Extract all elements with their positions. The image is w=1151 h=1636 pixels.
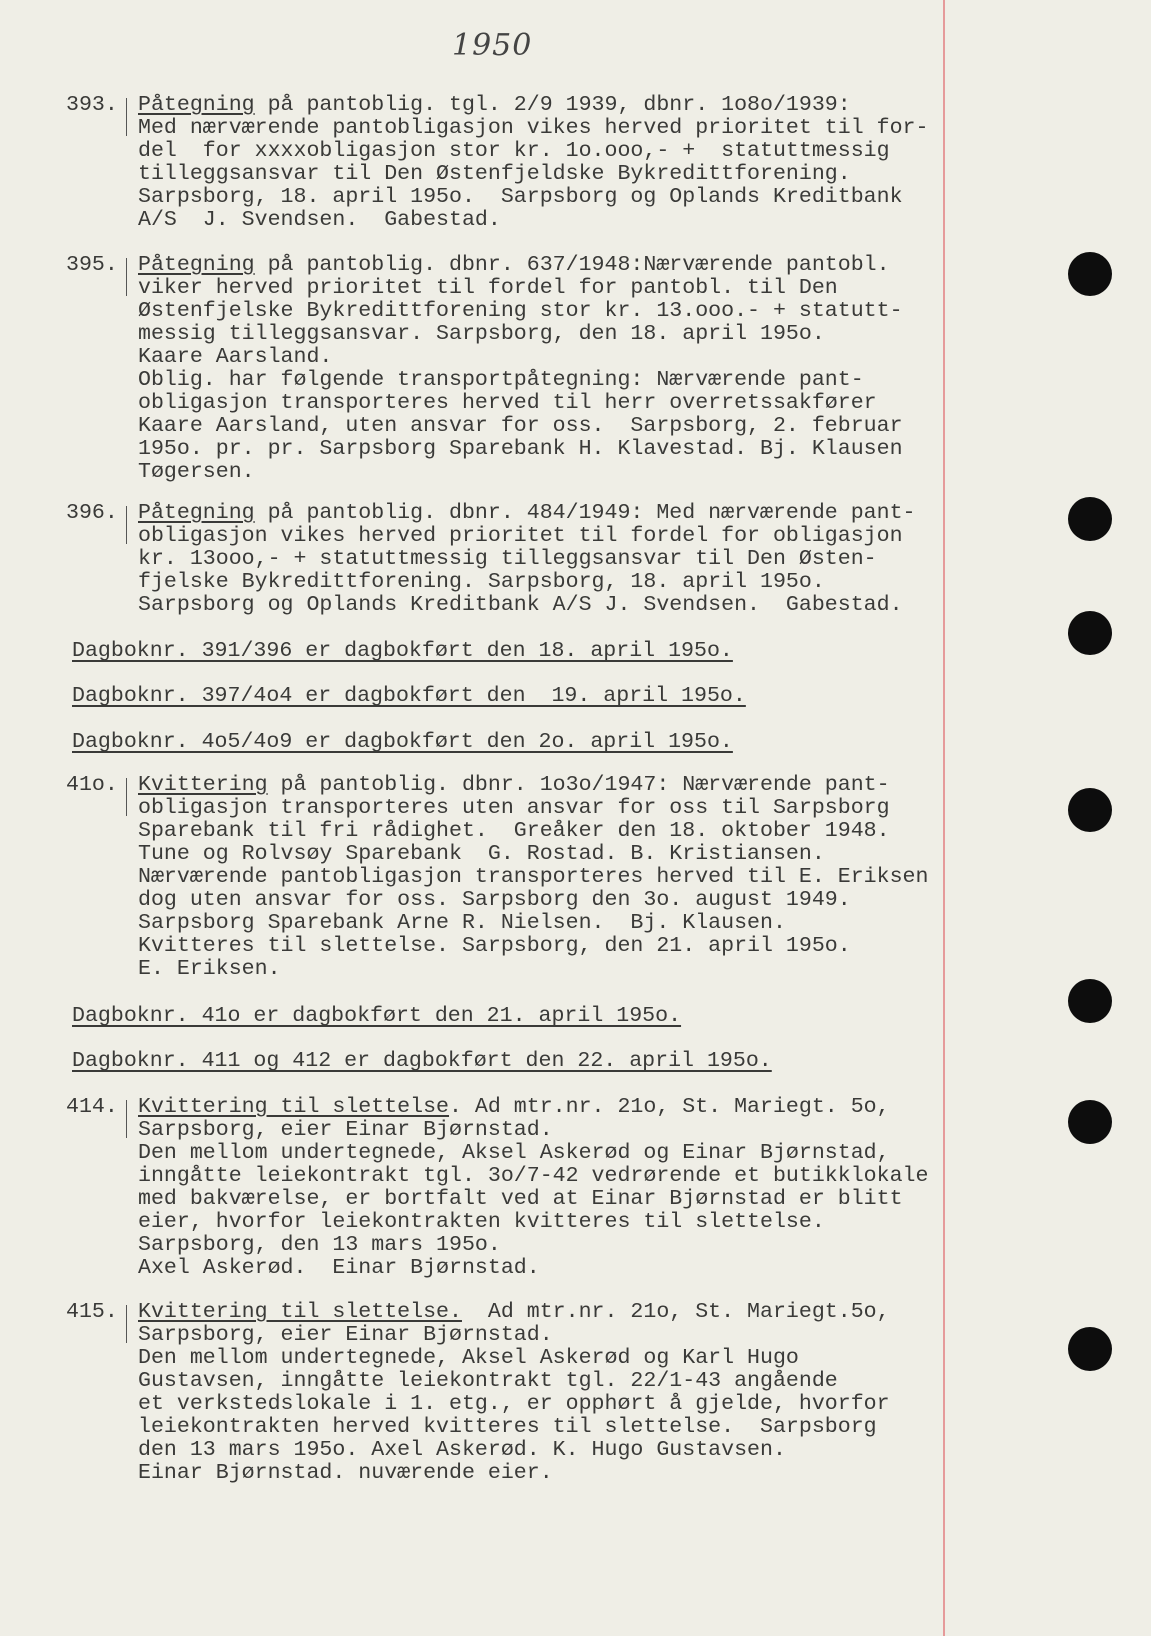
entry-line (138, 1301, 890, 1324)
check-mark (126, 1100, 127, 1138)
entry-body (138, 94, 928, 232)
entry-line: obligasjon vikes herved prioritet til fordel for obligasjon (138, 524, 903, 548)
dagbok-line: Dagboknr. 411 og 412 er dagbokført den 22. april 195o. (72, 1049, 772, 1073)
entry-line: Sarpsborg, den 13 mars 195o. (138, 1233, 501, 1257)
entry-line: fjelske Bykredittforening. Sarpsborg, 18. april 195o. (138, 570, 825, 594)
entry-line: med bakværelse, er bortfalt ved at Einar Bjørnstad er blitt (138, 1187, 903, 1211)
entry-body (138, 1301, 890, 1485)
entry-line: kr. 13ooo,- + statuttmessig tilleggsansvar til Den Østen- (138, 547, 877, 571)
dagbok-line: Dagboknr. 4o5/4o9 er dagbokført den 2o. april 195o. (72, 730, 733, 754)
entry-line: Axel Askerød. Einar Bjørnstad. (138, 1256, 540, 1280)
entry-text: . Ad mtr.nr. 21o, St. Mariegt. 5o, (449, 1095, 890, 1119)
dagbok-line: Dagboknr. 41o er dagbokført den 21. april 195o. (72, 1004, 682, 1028)
entry-text: på pantoblig. tgl. 2/9 1939, dbnr. 1o8o/1939: (254, 93, 851, 117)
entry-body (138, 502, 916, 617)
entry-heading: Påtegning (138, 93, 255, 117)
entry-line: viker herved prioritet til fordel for pantobl. til Den (138, 276, 838, 300)
entry-number: 393. (66, 93, 118, 117)
entry-number: 415. (66, 1300, 118, 1324)
punch-hole (1068, 788, 1112, 832)
entry-text: på pantoblig. dbnr. 637/1948:Nærværende pantobl. (254, 253, 890, 277)
entry-number: 414. (66, 1095, 118, 1119)
entry-line: Den mellom undertegnede, Aksel Askerød og Einar Bjørnstad, (138, 1141, 890, 1165)
entry-number: 396. (66, 501, 118, 525)
entry-number: 41o. (66, 773, 118, 797)
entry-line: Kaare Aarsland, uten ansvar for oss. Sarpsborg, 2. februar (138, 414, 903, 438)
entry-line: Oblig. har følgende transportpåtegning: Nærværende pant- (138, 368, 864, 392)
entry-heading: Kvittering (138, 773, 268, 797)
dagbok-line: Dagboknr. 397/4o4 er dagbokført den 19. april 195o. (72, 684, 746, 708)
entry-number: 395. (66, 253, 118, 277)
check-mark (126, 1305, 127, 1343)
entry-line (138, 774, 928, 797)
entry-text: på pantoblig. dbnr. 484/1949: Med nærværende pant- (254, 501, 916, 525)
entry-body (138, 1096, 928, 1280)
entry-line: del for xxxxobligasjon stor kr. 1o.ooo,- + statuttmessig (138, 139, 890, 163)
entry-line: dog uten ansvar for oss. Sarpsborg den 3o. august 1949. (138, 888, 851, 912)
entry-text: Ad mtr.nr. 21o, St. Mariegt.5o, (461, 1300, 890, 1324)
entry-line: Sarpsborg, 18. april 195o. Sarpsborg og Oplands Kreditbank (138, 185, 903, 209)
entry-line: Med nærværende pantobligasjon vikes herved prioritet til for- (138, 116, 929, 140)
entry-line (138, 94, 928, 117)
entry-line: inngåtte leiekontrakt tgl. 3o/7-42 vedrørende et butikklokale (138, 1164, 929, 1188)
entry-heading: Påtegning (138, 253, 255, 277)
entry-line: eier, hvorfor leiekontrakten kvitteres til slettelse. (138, 1210, 825, 1234)
entry-line: et verkstedslokale i 1. etg., er opphørt å gjelde, hvorfor (138, 1392, 890, 1416)
entry-line: A/S J. Svendsen. Gabestad. (138, 208, 501, 232)
entry-line: Tøgersen. (138, 460, 255, 484)
check-mark (126, 258, 127, 296)
entry-line: messig tilleggsansvar. Sarpsborg, den 18. april 195o. (138, 322, 825, 346)
punch-hole (1068, 611, 1112, 655)
entry-line: Sarpsborg Sparebank Arne R. Nielsen. Bj. Klausen. (138, 911, 786, 935)
entry-text: på pantoblig. dbnr. 1o3o/1947: Nærværende pant- (267, 773, 890, 797)
punch-hole (1068, 1327, 1112, 1371)
entry-heading: Kvittering til slettelse (138, 1095, 450, 1119)
entry-line: E. Eriksen. (138, 957, 281, 981)
red-margin-line (943, 0, 945, 1636)
entry-line: Nærværende pantobligasjon transporteres herved til E. Eriksen (138, 865, 929, 889)
entry-line (138, 254, 903, 277)
entry-line: Kaare Aarsland. (138, 345, 333, 369)
entry-line: Kvitteres til slettelse. Sarpsborg, den 21. april 195o. (138, 934, 851, 958)
entry-body (138, 254, 903, 484)
entry-line: obligasjon transporteres herved til herr overretssakfører (138, 391, 877, 415)
dagbok-line: Dagboknr. 391/396 er dagbokført den 18. april 195o. (72, 639, 733, 663)
punch-hole (1068, 252, 1112, 296)
punch-hole (1068, 497, 1112, 541)
entry-line: 195o. pr. pr. Sarpsborg Sparebank H. Klavestad. Bj. Klausen (138, 437, 903, 461)
entry-line: den 13 mars 195o. Axel Askerød. K. Hugo Gustavsen. (138, 1438, 786, 1462)
entry-line: Gustavsen, inngåtte leiekontrakt tgl. 22/1-43 angående (138, 1369, 838, 1393)
check-mark (126, 98, 127, 136)
entry-body (138, 774, 928, 981)
page-year: 1950 (452, 28, 533, 63)
entry-line: Sparebank til fri rådighet. Greåker den 18. oktober 1948. (138, 819, 890, 843)
entry-line: Tune og Rolvsøy Sparebank G. Rostad. B. Kristiansen. (138, 842, 825, 866)
entry-line: obligasjon transporteres uten ansvar for oss til Sarpsborg (138, 796, 890, 820)
entry-line (138, 1096, 928, 1119)
check-mark (126, 506, 127, 544)
punch-hole (1068, 979, 1112, 1023)
entry-line: Sarpsborg, eier Einar Bjørnstad. (138, 1323, 553, 1347)
entry-line: leiekontrakten herved kvitteres til slettelse. Sarpsborg (138, 1415, 877, 1439)
entry-line: tilleggsansvar til Den Østenfjeldske Bykredittforening. (138, 162, 851, 186)
entry-line: Østenfjelske Bykredittforening stor kr. 13.ooo.- + statutt- (138, 299, 903, 323)
entry-line: Sarpsborg og Oplands Kreditbank A/S J. Svendsen. Gabestad. (138, 593, 903, 617)
entry-line: Sarpsborg, eier Einar Bjørnstad. (138, 1118, 553, 1142)
entry-line: Einar Bjørnstad. nuværende eier. (138, 1461, 553, 1485)
entry-heading: Kvittering til slettelse. (138, 1300, 462, 1324)
entry-heading: Påtegning (138, 501, 255, 525)
entry-line (138, 502, 916, 525)
punch-hole (1068, 1100, 1112, 1144)
check-mark (126, 778, 127, 816)
entry-line: Den mellom undertegnede, Aksel Askerød og Karl Hugo (138, 1346, 799, 1370)
